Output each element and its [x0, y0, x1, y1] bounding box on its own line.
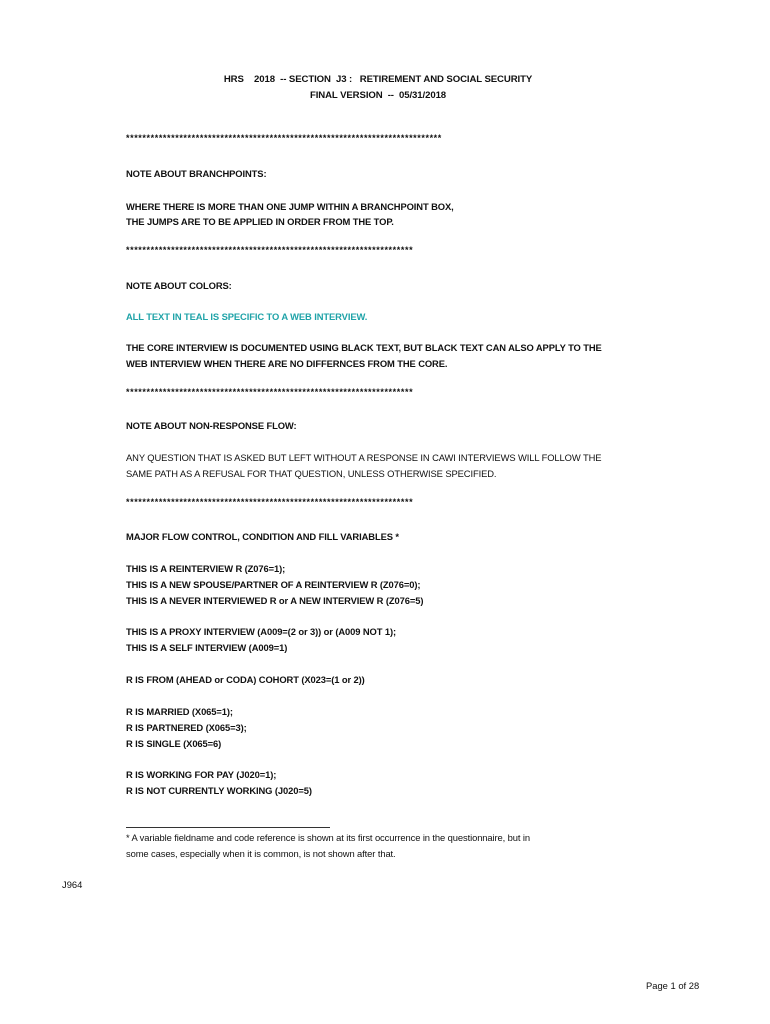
footnote-text-line: * A variable fieldname and code reference is shown at its first occurrence in the questionnaire, but in [126, 832, 530, 843]
flow-condition: THIS IS A NEVER INTERVIEWED R or A NEW INTERVIEW R (Z076=5) [126, 595, 424, 606]
footnote-text-line: some cases, especially when it is common, is not shown after that. [126, 848, 396, 859]
page-number: Page 1 of 28 [646, 980, 700, 991]
document-title: HRS 2018 -- SECTION J3 : RETIREMENT AND SOCIAL SECURITY [223, 74, 533, 85]
nonresponse-text-line: ANY QUESTION THAT IS ASKED BUT LEFT WITHOUT A RESPONSE IN CAWI INTERVIEWS WILL FOLLOW THE [126, 452, 602, 463]
colors-heading: NOTE ABOUT COLORS: [126, 280, 232, 291]
flow-condition: R IS PARTNERED (X065=3); [126, 722, 247, 733]
flow-heading: MAJOR FLOW CONTROL, CONDITION AND FILL VARIABLES * [126, 531, 399, 542]
separator: ***************************************************************************** [126, 133, 442, 143]
separator: ********************************************************************** [126, 245, 414, 255]
separator: ********************************************************************** [126, 497, 414, 507]
branchpoints-heading: NOTE ABOUT BRANCHPOINTS: [126, 168, 267, 179]
footnote-divider [126, 827, 330, 828]
colors-text-line: WEB INTERVIEW WHEN THERE ARE NO DIFFERNCES FROM THE CORE. [126, 358, 448, 369]
flow-condition: R IS WORKING FOR PAY (J020=1); [126, 769, 277, 780]
branchpoints-text-line: WHERE THERE IS MORE THAN ONE JUMP WITHIN A BRANCHPOINT BOX, [126, 201, 454, 212]
flow-condition: THIS IS A REINTERVIEW R (Z076=1); [126, 563, 286, 574]
separator: ********************************************************************** [126, 387, 414, 397]
flow-condition: R IS FROM (AHEAD or CODA) COHORT (X023=(1 or 2)) [126, 674, 365, 685]
flow-condition: R IS SINGLE (X065=6) [126, 738, 222, 749]
colors-text-line: THE CORE INTERVIEW IS DOCUMENTED USING BLACK TEXT, BUT BLACK TEXT CAN ALSO APPLY TO THE [126, 342, 602, 353]
branchpoints-text-line: THE JUMPS ARE TO BE APPLIED IN ORDER FROM THE TOP. [126, 216, 394, 227]
page-code: J964 [62, 879, 83, 890]
teal-note: ALL TEXT IN TEAL IS SPECIFIC TO A WEB INTERVIEW. [126, 311, 368, 322]
flow-condition: THIS IS A NEW SPOUSE/PARTNER OF A REINTERVIEW R (Z076=0); [126, 579, 421, 590]
flow-condition: THIS IS A PROXY INTERVIEW (A009=(2 or 3)) or (A009 NOT 1); [126, 626, 397, 637]
flow-condition: R IS NOT CURRENTLY WORKING (J020=5) [126, 785, 312, 796]
nonresponse-heading: NOTE ABOUT NON-RESPONSE FLOW: [126, 420, 297, 431]
flow-condition: R IS MARRIED (X065=1); [126, 706, 233, 717]
nonresponse-text-line: SAME PATH AS A REFUSAL FOR THAT QUESTION, UNLESS OTHERWISE SPECIFIED. [126, 468, 497, 479]
flow-condition: THIS IS A SELF INTERVIEW (A009=1) [126, 642, 288, 653]
document-version: FINAL VERSION -- 05/31/2018 [309, 90, 447, 101]
